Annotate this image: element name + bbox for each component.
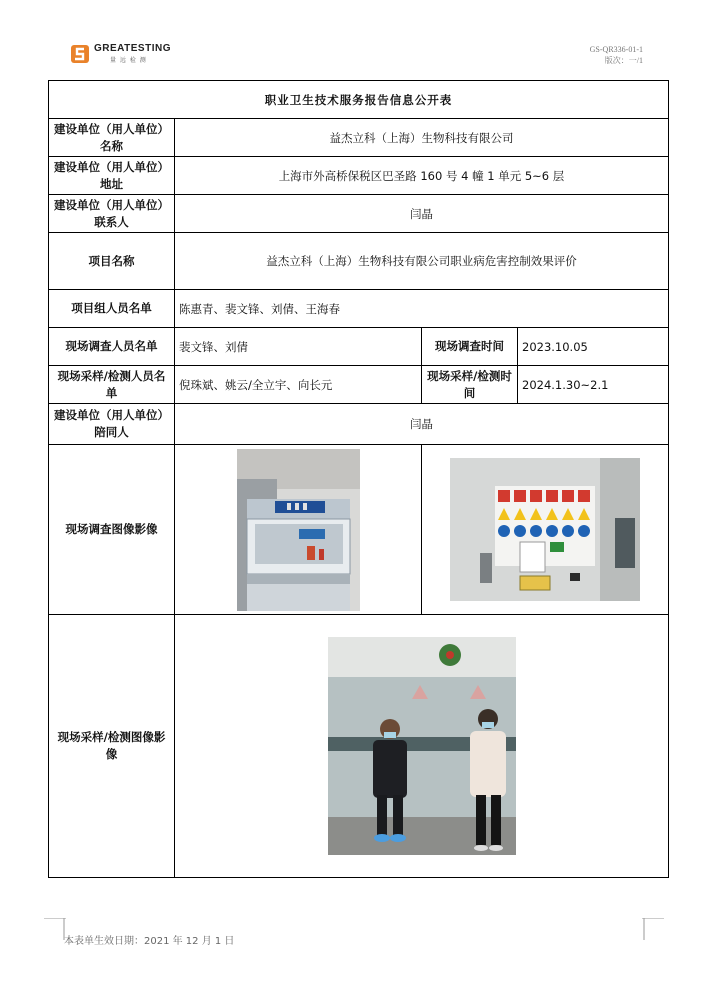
survey-photo-cell-2 [422, 445, 669, 615]
crop-mark-right-icon [642, 918, 664, 940]
survey-photo-cell-1 [175, 445, 422, 615]
unit-address-value: 上海市外高桥保税区巴圣路 160 号 4 幢 1 单元 5~6 层 [175, 157, 669, 195]
row-unit-name [49, 119, 669, 157]
sampling-photos-label: 现场采样/检测图像影像 [49, 615, 175, 878]
survey-photos-label: 现场调查图像影像 [49, 445, 175, 615]
sampling-staff-label: 现场采样/检测人员名单 [49, 366, 175, 404]
document-code-block [590, 44, 643, 66]
survey-time-label: 现场调查时间 [422, 328, 518, 366]
document-code: GS-QR336-01-1 [589, 45, 643, 54]
sampling-staff-value: 倪珠斌、姚云/全立宇、向长元 [175, 366, 422, 404]
row-unit-address [49, 157, 669, 195]
crop-mark-left-icon [44, 918, 66, 940]
title-row [49, 81, 669, 119]
unit-contact-label: 建设单位（用人单位）联系人 [49, 195, 175, 233]
project-name-value: 益杰立科（上海）生物科技有限公司职业病危害控制效果评价 [175, 233, 669, 290]
sampling-staff-photo [328, 637, 516, 855]
sampling-time-value: 2024.1.30~2.1 [518, 366, 669, 404]
sampling-time-label: 现场采样/检测时间 [422, 366, 518, 404]
company-logo [70, 42, 180, 66]
row-accompany [49, 404, 669, 445]
brand-name: GREATESTING [94, 43, 171, 54]
row-sampling-staff [49, 366, 669, 404]
survey-time-value: 2023.10.05 [518, 328, 669, 366]
project-members-label: 项目组人员名单 [49, 290, 175, 328]
unit-contact-value: 闫晶 [175, 195, 669, 233]
project-name-label: 项目名称 [49, 233, 175, 290]
document-version: 版次：一/1 [604, 56, 643, 65]
greatesting-logo-icon [70, 44, 90, 64]
row-unit-contact [49, 195, 669, 233]
row-project-name [49, 233, 669, 290]
row-survey-photos [49, 445, 669, 615]
row-survey-staff [49, 328, 669, 366]
unit-name-label: 建设单位（用人单位）名称 [49, 119, 175, 157]
row-project-members [49, 290, 669, 328]
brand-subtitle: 量 远 检 测 [110, 57, 147, 64]
survey-staff-value: 裴文锋、刘倩 [175, 328, 422, 366]
survey-staff-label: 现场调查人员名单 [49, 328, 175, 366]
row-sampling-photos [49, 615, 669, 878]
disclosure-form-table [48, 80, 669, 878]
safety-signboard-photo [450, 458, 640, 601]
accompany-label: 建设单位（用人单位）陪同人 [49, 404, 175, 445]
effective-date: 本表单生效日期：2021 年 12 月 1 日 [64, 936, 235, 947]
unit-address-label: 建设单位（用人单位）地址 [49, 157, 175, 195]
biosafety-cabinet-photo [237, 449, 360, 611]
project-members-value: 陈惠青、裴文锋、刘倩、王海春 [175, 290, 669, 328]
unit-name-value: 益杰立科（上海）生物科技有限公司 [175, 119, 669, 157]
form-title: 职业卫生技术服务报告信息公开表 [49, 81, 669, 119]
sampling-photo-cell [175, 615, 669, 878]
accompany-value: 闫晶 [175, 404, 669, 445]
